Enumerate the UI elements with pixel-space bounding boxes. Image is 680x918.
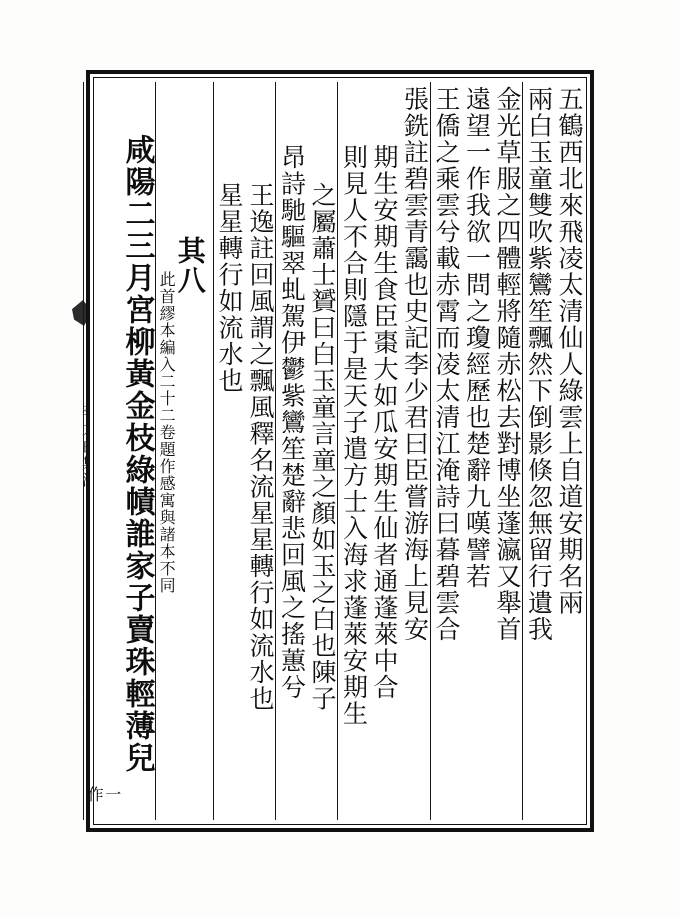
column-text: 張銑註碧雲青靄也史記李少君曰臣嘗游海上見安 — [400, 86, 430, 643]
text-column — [430, 82, 462, 820]
text-column — [461, 82, 492, 820]
section-heading-column — [155, 82, 213, 820]
column-text: 王逸註回風謂之飄風釋名流星星轉行如流水也 — [246, 182, 275, 712]
column-text: 五鶴西北來飛凌太清仙人綠雲上自道安期名兩 — [555, 86, 584, 616]
poem-title: 咸陽二三月宮柳黃金枝綠幘誰家子賣珠輕薄兒 — [119, 134, 155, 774]
column-text: 星星轉行如流水也 — [215, 182, 244, 394]
column-text: 遠望一作我欲一問之瓊經歷也楚辭九嘆譬若 — [462, 86, 492, 590]
poem-title-column — [83, 82, 155, 820]
text-column — [337, 82, 369, 820]
column-text: 之屬蕭士贇曰白玉童言童之顏如玉之白也陳子 — [308, 182, 337, 712]
woodblock-frame — [86, 70, 594, 832]
column-text: 期生安期生食臣棗大如瓜安期生仙者通蓬萊中合 — [370, 144, 399, 701]
column-text: 金光草服之四體輕將隨赤松去對博坐蓬瀛又舉首 — [493, 86, 522, 643]
section-heading: 其八 — [173, 236, 207, 295]
column-text: 兩白玉童雙吹紫鸞笙飄然下倒影倏忽無留行遺我 — [524, 86, 554, 643]
poem-title-note: 一作 — [85, 786, 122, 803]
column-text: 王僑之乘雲兮載赤霄而凌太清江淹詩曰暮碧雲合 — [432, 86, 461, 643]
heading-with-note — [158, 86, 205, 816]
column-text: 則見人不合則隱于是天子遣方士入海求蓬萊安期生 — [339, 144, 369, 727]
text-column — [213, 82, 245, 820]
title-with-note — [86, 86, 153, 816]
text-column — [399, 82, 430, 820]
text-column — [522, 82, 554, 820]
text-column — [307, 82, 338, 820]
text-column — [492, 82, 523, 820]
interlinear-note: 此首繆本編入二十二卷題作感寓與諸本不同 — [157, 271, 177, 594]
text-column — [245, 82, 276, 820]
text-column — [554, 82, 585, 820]
text-column-grid — [85, 74, 590, 828]
text-column — [369, 82, 400, 820]
column-text: 昂詩馳驅翠虬駕伊鬱紫鸞笙楚辭悲回風之搖蕙兮 — [277, 144, 307, 701]
text-column — [275, 82, 307, 820]
